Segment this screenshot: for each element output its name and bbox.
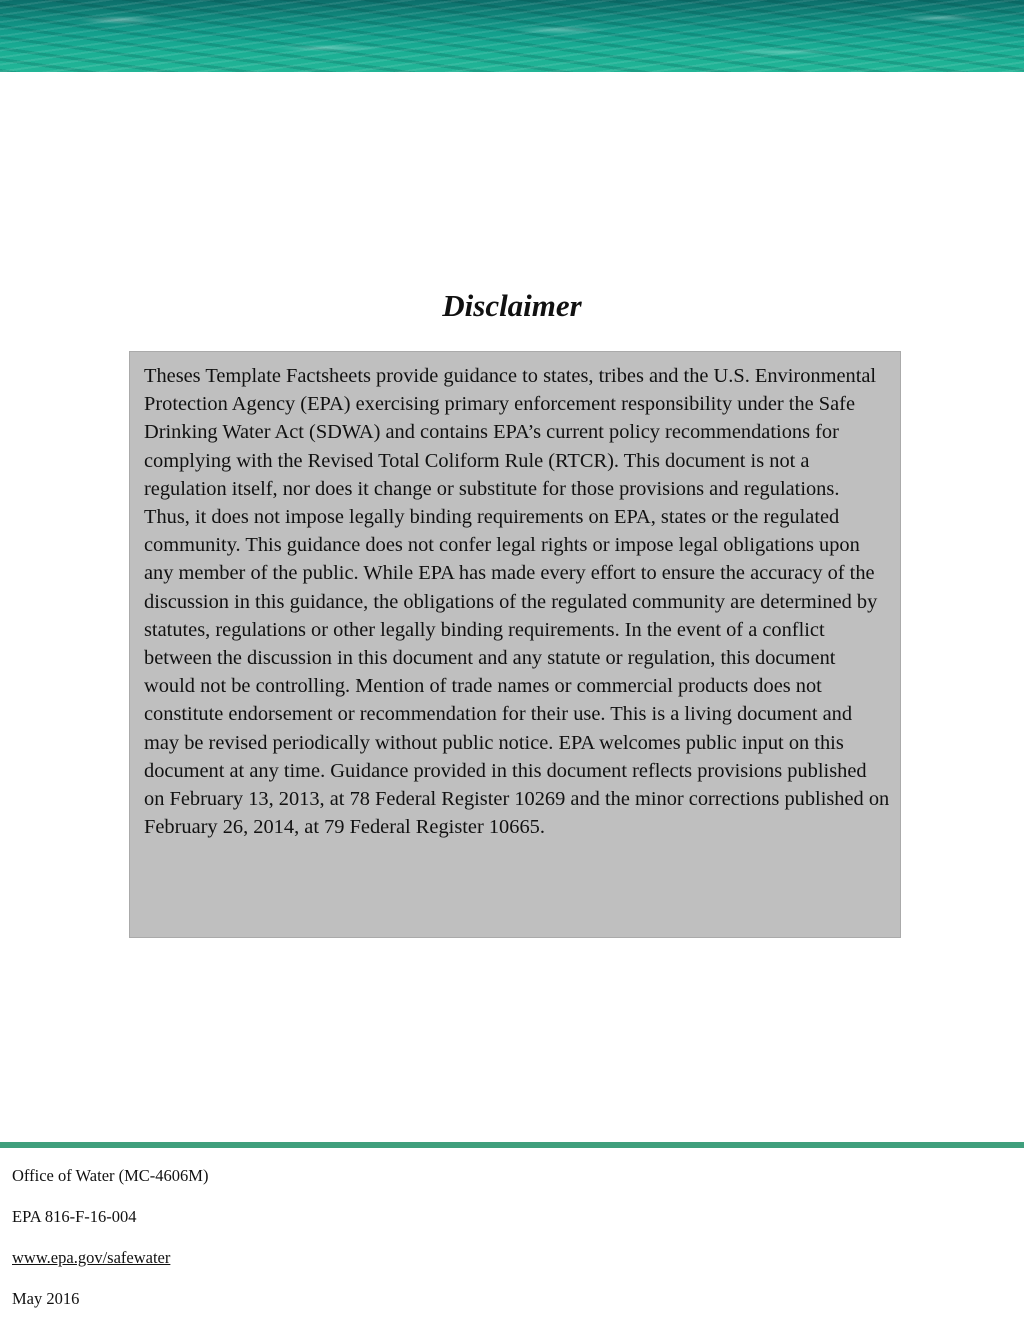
footer-website-link[interactable]: www.epa.gov/safewater: [12, 1248, 171, 1267]
footer-office: Office of Water (MC-4606M): [12, 1166, 209, 1185]
water-banner-image: [0, 0, 1024, 72]
disclaimer-box: [129, 351, 901, 938]
footer-website-line: [12, 1248, 208, 1289]
disclaimer-text: Theses Template Factsheets provide guidance to states, tribes and the U.S. Environmental Protection Agency (EPA) exercising primary enforcement responsibility under the Safe Drinking Water Act (SDWA) and contains EPA’s current policy recommendations for complying with the Revised Total Coliform Rule (RTCR). This document is not a regulation itself, nor does it change or substitute for those provisions and regulations. Thus, it does not impose legally binding requirements on EPA, states or the regulated community. This guidance does not confer legal rights or impose legal obligations upon any member of the public. While EPA has made every effort to ensure the accuracy of the discussion in this guidance, the obligations of the regulated community are determined by statutes, regulations or other legally binding requirements. In the event of a conflict between the discussion in this document and any statute or regulation, this document would not be controlling. Mention of trade names or commercial products does not constitute endorsement or recommendation for their use. This is a living document and may be revised periodically without public notice. EPA welcomes public input on this document at any time. Guidance provided in this document reflects provisions published on February 13, 2013, at 78 Federal Register 10269 and the minor corrections published on February 26, 2014, at 79 Federal Register 10665.: [144, 365, 890, 839]
footer: [12, 1166, 208, 1325]
page-title: Disclaimer: [442, 288, 582, 323]
footer-doc-number: EPA 816-F-16-004: [12, 1207, 137, 1226]
footer-date: May 2016: [12, 1289, 80, 1308]
footer-divider: [0, 1142, 1024, 1148]
